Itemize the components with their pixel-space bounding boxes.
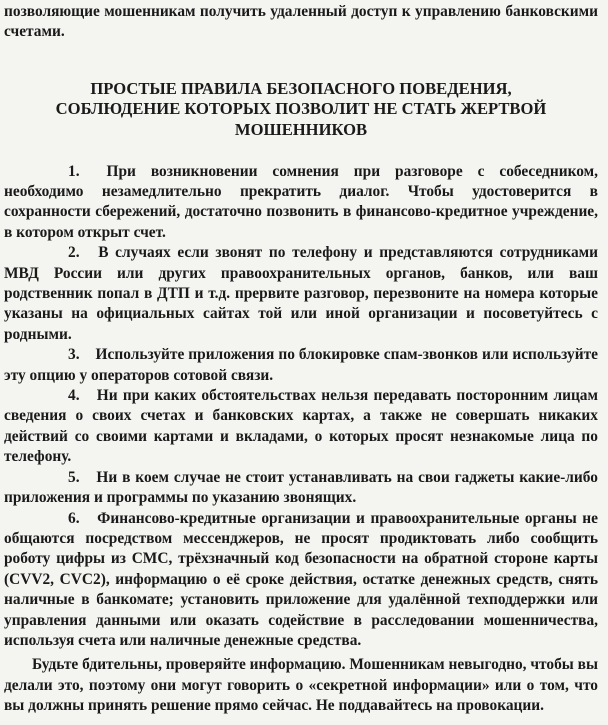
rule-number: 3. — [68, 346, 80, 364]
rule-item-6 — [4, 509, 598, 652]
rule-number: 6. — [68, 509, 80, 527]
heading-line-1: ПРОСТЫЕ ПРАВИЛА БЕЗОПАСНОГО ПОВЕДЕНИЯ, — [90, 78, 512, 98]
rule-item-3 — [4, 345, 598, 386]
rule-text: Финансово-кредитные организации и правоохранительные органы не общаются посредством мессенджеров, не просят продиктовать либо сообщить роботу цифры из СМС, трёхзначный код безопасности на обратной стороне карты (CVV2, CVC2), информацию о её сроке действия, остатке денежных средств, снять наличные в банкомате; установить приложение для удалённой техподдержки или управления данными или оказать содействие в расследовании мошенничества, используя счета или наличные денежные средства. — [4, 509, 598, 649]
rule-text: Ни в коем случае не стоит устанавливать на свои гаджеты какие-либо приложения и программы по указанию звонящих. — [4, 468, 598, 507]
closing-paragraph: Будьте бдительны, проверяйте информацию. Мошенникам невыгодно, чтобы вы делали это, поэтому они могут говорить о «секретной информации» или о том, что вы должны принять решение прямо сейчас. Не поддавайтесь на провокации. — [4, 656, 599, 715]
rule-item-4 — [4, 386, 598, 468]
rule-number: 2. — [68, 244, 80, 262]
heading-line-2: СОБЛЮДЕНИЕ КОТОРЫХ ПОЗВОЛИТ НЕ СТАТЬ ЖЕРТВОЙ — [55, 99, 547, 119]
rule-item-1 — [4, 162, 598, 244]
rule-text: При возникновении сомнения при разговоре с собеседником, необходимо незамедлительно прекратить диалог. Чтобы удостоверится в сохранности сбережений, достаточно позвонить в финансово-кредитное учреждение, в котором открыт счет. — [4, 162, 598, 241]
rule-text: Ни при каких обстоятельствах нельзя передавать посторонним лицам сведения о своих счетах и банковских картах, а также не совершать никаких действий со своими картами и вкладами, о которых просят незнакомые лица по телефону. — [4, 387, 598, 466]
rule-number: 1. — [68, 162, 80, 180]
rule-text: Используйте приложения по блокировке спам-звонков или используйте эту опцию у операторов сотовой связи. — [4, 346, 598, 384]
rule-text: В случаях если звонят по телефону и представляются сотрудниками МВД России или других правоохранительных органов, банков, или ваш родственник попал в ДТП и т.д. прервите разговор, перезвоните на номера которые указаны на официальных сайтах той или иной организации и посоветуйтесь с родными. — [4, 244, 598, 343]
heading-line-3: МОШЕННИКОВ — [234, 120, 368, 139]
rule-number: 4. — [68, 387, 80, 405]
rule-item-5 — [4, 468, 598, 509]
rule-item-2 — [4, 243, 598, 345]
section-heading — [4, 79, 598, 141]
intro-paragraph: позволяющие мошенникам получить удаленный доступ к управлению банковскими счетами. — [4, 3, 598, 41]
rule-number: 5. — [68, 468, 80, 486]
